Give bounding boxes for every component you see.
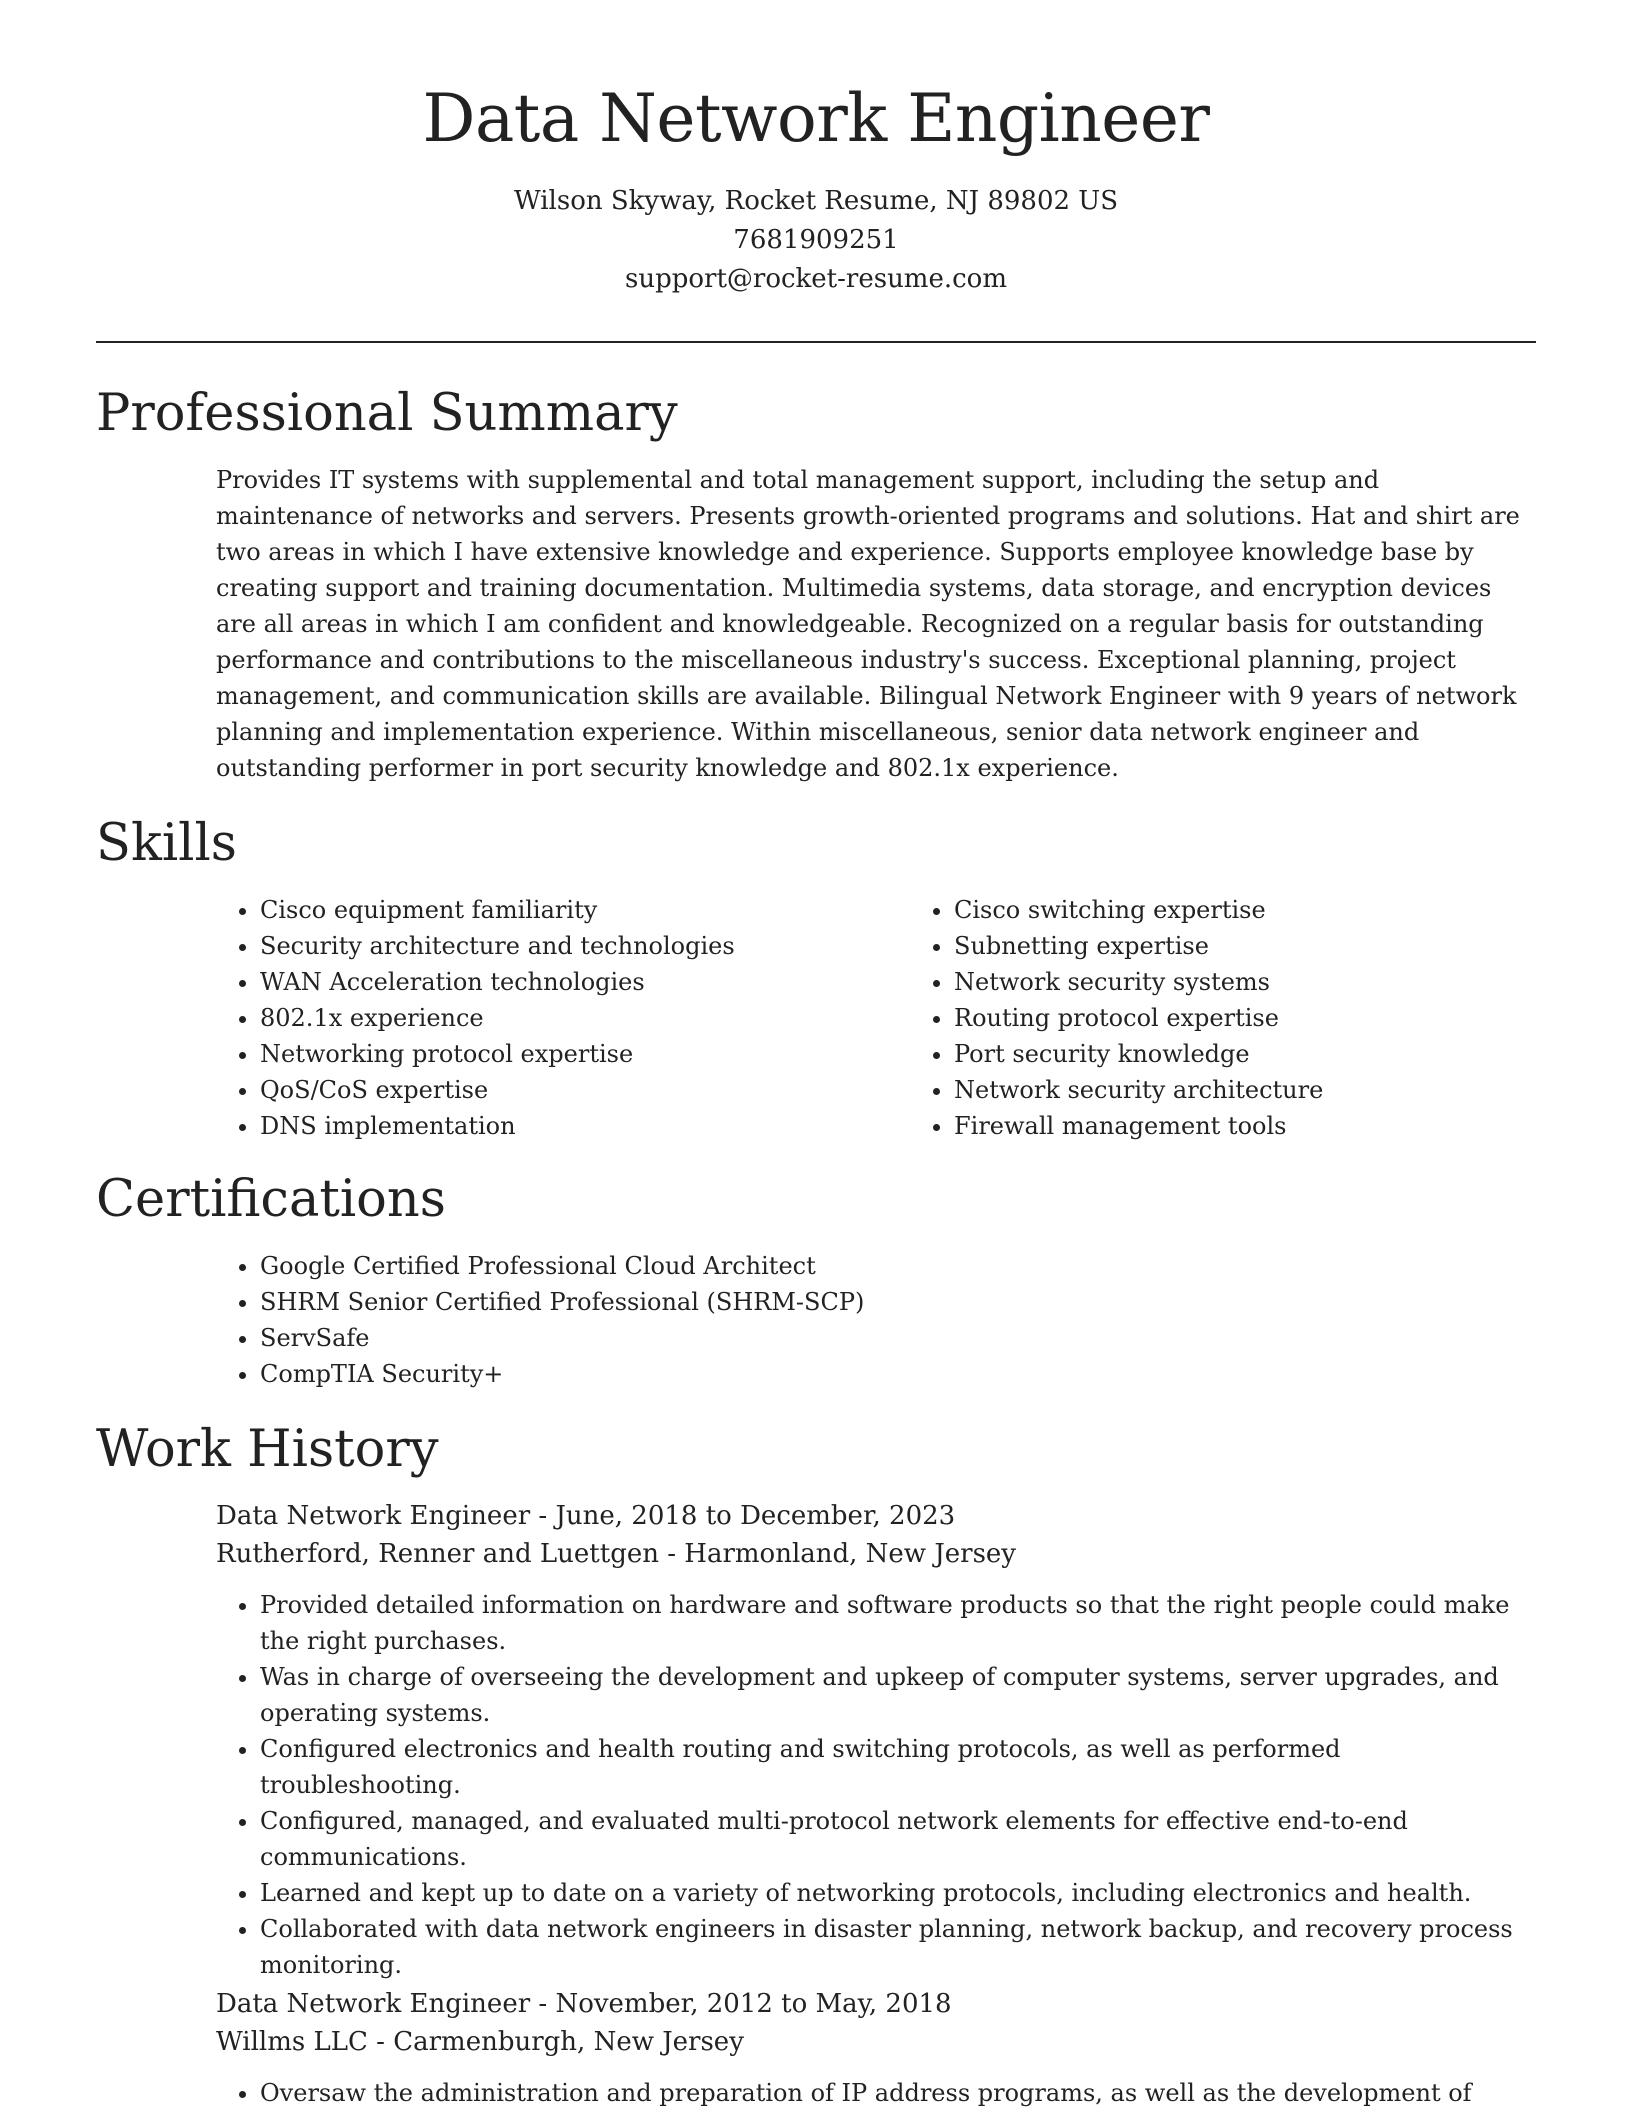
skill-item: • Port security knowledge bbox=[954, 1036, 1604, 1072]
certification-item: • CompTIA Security+ bbox=[260, 1356, 1536, 1392]
job-title-line bbox=[216, 1497, 1536, 1535]
candidate-name: Data Network Engineer bbox=[422, 80, 1210, 157]
job-bullet: • Configured electronics and health routing and switching protocols, as well as performed troubleshooting. bbox=[260, 1731, 1536, 1803]
job-company: Rutherford, Renner and Luettgen bbox=[216, 1539, 659, 1569]
skill-item: • DNS implementation bbox=[260, 1108, 910, 1144]
certifications-list bbox=[216, 1248, 1536, 1392]
certification-item: • SHRM Senior Certified Professional (SHRM-SCP) bbox=[260, 1284, 1536, 1320]
skills-list-left bbox=[216, 892, 910, 1144]
certification-item: • ServSafe bbox=[260, 1320, 1536, 1356]
job-company-line bbox=[216, 2023, 1536, 2061]
contact-block bbox=[0, 182, 1632, 299]
summary-section bbox=[216, 462, 1536, 786]
job-location: - Harmonland, New Jersey bbox=[658, 1539, 1016, 1569]
job-bullet: • Collaborated with data network engineers in disaster planning, network backup, and recovery process monitoring. bbox=[260, 1911, 1536, 1983]
job-dates: - November, 2012 to May, 2018 bbox=[530, 1989, 952, 2019]
job-bullet: • Oversaw the administration and preparation of IP address programs, as well as the development of bbox=[260, 2075, 1536, 2111]
summary-text: Provides IT systems with supplemental and total management support, including the setup and maintenance of networks and servers. Presents growth-oriented programs and solutions. Hat and shirt are two areas in which I have extensive knowledge and experience. Supports employee knowledge base by creating support and training documentation. Multimedia systems, data storage, and encryption devices are all areas in which I am confident and knowledgeable. Recognized on a regular basis for outstanding performance and contributions to the miscellaneous industry's success. Exceptional planning, project management, and communication skills are available. Bilingual Network Engineer with 9 years of network planning and implementation experience. Within miscellaneous, senior data network engineer and outstanding performer in port security knowledge and 802.1x experience. bbox=[216, 466, 1520, 782]
job-bullet: • Configured, managed, and evaluated multi-protocol network elements for effective end-to-end communications. bbox=[260, 1803, 1536, 1875]
job-location: - Carmenburgh, New Jersey bbox=[367, 2027, 744, 2057]
job-entry bbox=[216, 1985, 1536, 2111]
skill-item: • Cisco switching expertise bbox=[954, 892, 1604, 928]
work-history-heading: Work History bbox=[96, 1420, 439, 1479]
phone-text: 7681909251 bbox=[733, 225, 899, 255]
certification-item: • Google Certified Professional Cloud Architect bbox=[260, 1248, 1536, 1284]
job-bullet: • Was in charge of overseeing the development and upkeep of computer systems, server upgrades, and operating systems. bbox=[260, 1659, 1536, 1731]
skill-item: • 802.1x experience bbox=[260, 1000, 910, 1036]
summary-heading: Professional Summary bbox=[96, 384, 678, 443]
certifications-heading: Certifications bbox=[96, 1170, 446, 1229]
header-divider bbox=[96, 341, 1536, 343]
job-title: Data Network Engineer bbox=[216, 1501, 531, 1531]
job-bullet: • Provided detailed information on hardware and software products so that the right people could make the right purchases. bbox=[260, 1587, 1536, 1659]
job-bullet-list bbox=[216, 1587, 1536, 1983]
job-title: Data Network Engineer bbox=[216, 1989, 531, 2019]
skill-item: • Networking protocol expertise bbox=[260, 1036, 910, 1072]
email-link[interactable]: support@rocket-resume.com bbox=[624, 264, 1007, 294]
job-company-line bbox=[216, 1535, 1536, 1573]
skills-list-right bbox=[910, 892, 1604, 1144]
skill-item: • Cisco equipment familiarity bbox=[260, 892, 910, 928]
skill-item: • Routing protocol expertise bbox=[954, 1000, 1604, 1036]
resume-header bbox=[0, 0, 1632, 299]
job-title-line bbox=[216, 1985, 1536, 2023]
certifications-section bbox=[216, 1248, 1536, 1392]
skills-section bbox=[216, 892, 1536, 1144]
skill-item: • Network security systems bbox=[954, 964, 1604, 1000]
job-dates: - June, 2018 to December, 2023 bbox=[530, 1501, 956, 1531]
address-text: Wilson Skyway, Rocket Resume, NJ 89802 US bbox=[513, 186, 1119, 216]
skill-item: • QoS/CoS expertise bbox=[260, 1072, 910, 1108]
job-entry bbox=[216, 1497, 1536, 1983]
skill-item: • Firewall management tools bbox=[954, 1108, 1604, 1144]
skill-item: • Security architecture and technologies bbox=[260, 928, 910, 964]
skill-item: • Subnetting expertise bbox=[954, 928, 1604, 964]
skills-columns bbox=[216, 892, 1536, 1144]
skills-heading: Skills bbox=[96, 814, 237, 873]
skill-item: • Network security architecture bbox=[954, 1072, 1604, 1108]
job-bullet: • Learned and kept up to date on a variety of networking protocols, including electronics and health. bbox=[260, 1875, 1536, 1911]
job-company: Willms LLC bbox=[216, 2027, 368, 2057]
skill-item: • WAN Acceleration technologies bbox=[260, 964, 910, 1000]
job-bullet-list bbox=[216, 2075, 1536, 2111]
